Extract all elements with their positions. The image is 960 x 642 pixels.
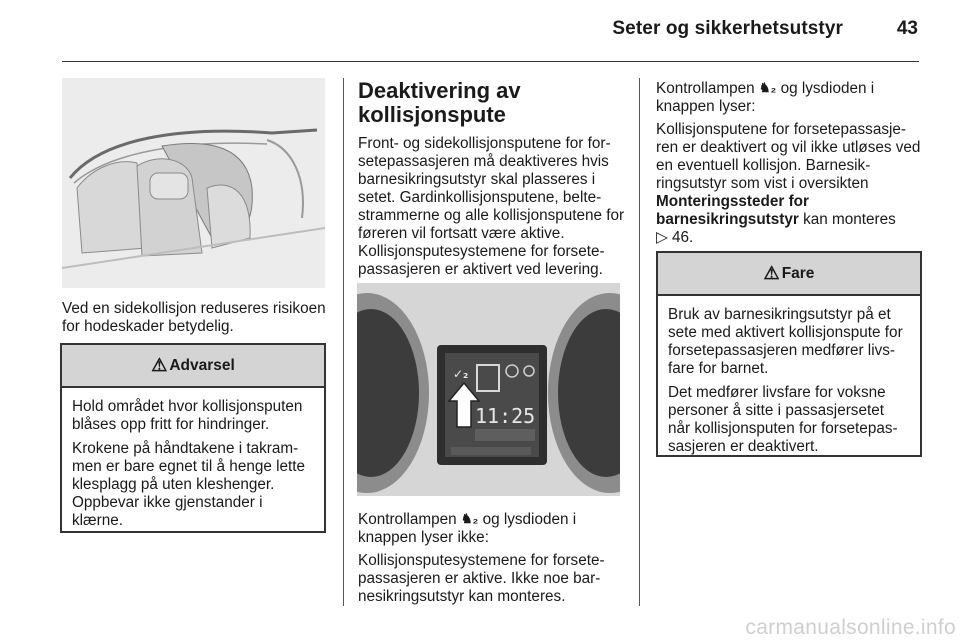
column-divider-2 [639,78,640,606]
page-reference-icon: ▷ [656,229,668,246]
danger-title: Fare [781,264,815,282]
danger-triangle-icon: ⚠ [763,263,780,283]
instrument-display-drawing [357,283,620,496]
watermark: carmanualsonline.info [745,616,956,639]
warning-paragraph-2: Krokene på håndtakene i takrammen er bare egnet til å henge lette klesplagg på uten kleshenger. Oppbevar ikke gjenstander i klærne. [72,440,306,529]
airbag-on-lamp-icon: ♞₂ [758,80,777,95]
lamp-on-explanation [656,121,922,247]
lamp-off-text-b: og lysdioden i knappen lyser ikke: [358,511,577,546]
lamp-off-explanation: Kollisjonsputesystemene for forsetepassasjeren er aktive. Ikke noe barnesikringsutstyr kan monteres. [358,552,605,605]
lamp-on-text-a: Kontrollampen [656,80,755,97]
lamp-subscript: ₂ [472,511,479,526]
danger-paragraph-1: Bruk av barnesikringsutstyr på et sete med aktivert kollisjonspute for forsetepassasjeren medfører livsfare for barnet. [668,306,903,377]
lamp-off-line [358,510,626,547]
warning-paragraph-1: Hold området hvor kollisjonsputen blåses opp fritt for hindringer. [72,398,303,433]
child-seat-locations-link[interactable]: Monteringssteder for barnesikringsutstyr [656,193,809,228]
warning-triangle-icon: ⚠ [151,355,168,375]
section-heading: Deaktivering av kollisjonspute [358,78,521,127]
airbag-off-lamp-icon: ♞₂ [460,511,479,526]
lamp-on-explanation-tail: kan monteres [803,211,896,228]
lamp-on-text-b: og lysdioden i knappen lyser: [656,80,875,115]
lamp-on-explanation-text: Kollisjonsputene for forsetepassasjeren er deaktivert og vil ikke utløses ved en eventuell kollisjon. Barnesikringsutstyr som vist i oversikten [656,121,921,192]
page-number: 43 [896,18,918,39]
danger-header [658,253,920,296]
danger-paragraph-2: Det medfører livsfare for voksne personer å sitte i passasjersetet når kollisjonsputen for forsetepassasjeren er deaktivert. [668,384,898,455]
page-reference[interactable]: 46. [672,229,694,246]
side-airbag-drawing [62,78,325,288]
warning-header [62,345,324,388]
airbag-lamp-icon: ✓₂ [453,367,469,381]
column-2-lower [358,510,626,611]
deactivation-intro: Front- og sidekollisjonsputene for forsetepassasjeren må deaktiveres hvis barnesikringsutstyr skal plasseres i setet. Gardinkollisjonsputene, beltestrammerne og alle kollisjonsputene for føreren vil fortsatt være aktive. Kollisjonsputesystemene for forsetepassasjeren er aktivert ved levering. [358,135,625,278]
section-title: Seter og sikkerhetsutstyr [612,18,843,39]
airbag-caption: Ved en sidekollisjon reduseres risikoen for hodeskader betydelig. [62,300,326,335]
lamp-subscript-2: ₂ [770,80,777,95]
danger-box [656,251,922,457]
display-clock: 11:25 [475,404,536,428]
column-1 [62,300,327,341]
airbag-illustration [62,78,325,288]
column-3 [656,79,922,252]
warning-box [60,343,326,533]
danger-body [658,296,920,470]
lamp-off-text-a: Kontrollampen [358,511,457,528]
column-2 [358,79,626,284]
instrument-cluster-photo [357,283,620,496]
warning-body [62,388,324,544]
warning-title: Advarsel [169,356,235,374]
lamp-on-line [656,79,922,116]
header-rule [62,61,919,62]
column-divider-1 [343,78,344,606]
